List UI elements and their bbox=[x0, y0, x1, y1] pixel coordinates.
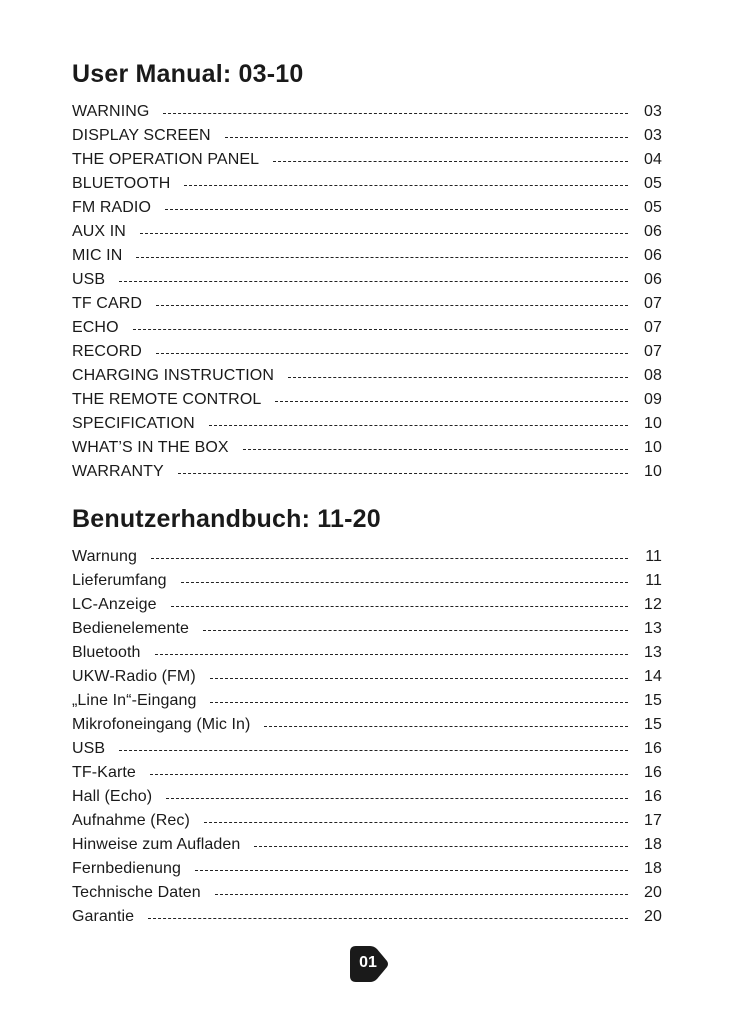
english-toc-entry bbox=[72, 316, 662, 340]
toc-entry-label: MIC IN bbox=[72, 247, 123, 264]
english-toc-entry bbox=[72, 268, 662, 292]
dotted-leader bbox=[148, 918, 628, 919]
dotted-leader bbox=[140, 233, 628, 234]
toc-entry-label: USB bbox=[72, 740, 106, 757]
toc-entry-label: SPECIFICATION bbox=[72, 415, 195, 432]
toc-entry-page: 07 bbox=[644, 343, 662, 360]
dotted-leader bbox=[215, 894, 628, 895]
english-toc-entry bbox=[72, 388, 662, 412]
english-toc-entry bbox=[72, 196, 662, 220]
toc-entry-page: 14 bbox=[644, 668, 662, 685]
toc-entry-page: 20 bbox=[644, 884, 662, 901]
toc-entry-page: 20 bbox=[644, 908, 662, 925]
german-toc bbox=[72, 545, 662, 929]
toc-entry-label: ECHO bbox=[72, 319, 119, 336]
dotted-leader bbox=[165, 209, 628, 210]
toc-entry-label: CHARGING INSTRUCTION bbox=[72, 367, 274, 384]
toc-entry-label: Bluetooth bbox=[72, 644, 141, 661]
dotted-leader bbox=[275, 401, 628, 402]
toc-entry-label: WARNING bbox=[72, 103, 150, 120]
toc-entry-page: 18 bbox=[644, 860, 662, 877]
english-toc-entry bbox=[72, 412, 662, 436]
dotted-leader bbox=[243, 449, 628, 450]
dotted-leader bbox=[166, 798, 628, 799]
dotted-leader bbox=[156, 353, 628, 354]
dotted-leader bbox=[155, 654, 628, 655]
german-toc-entry bbox=[72, 545, 662, 569]
english-toc-entry bbox=[72, 364, 662, 388]
english-toc-entry bbox=[72, 172, 662, 196]
toc-entry-label: AUX IN bbox=[72, 223, 126, 240]
toc-entry-page: 10 bbox=[644, 415, 662, 432]
dotted-leader bbox=[119, 281, 628, 282]
toc-entry-page: 11 bbox=[645, 548, 662, 565]
toc-entry-page: 06 bbox=[644, 223, 662, 240]
german-toc-entry bbox=[72, 785, 662, 809]
dotted-leader bbox=[225, 137, 628, 138]
toc-entry-page: 10 bbox=[644, 463, 662, 480]
dotted-leader bbox=[210, 678, 628, 679]
toc-entry-label: LC-Anzeige bbox=[72, 596, 157, 613]
toc-entry-label: WHAT’S IN THE BOX bbox=[72, 439, 229, 456]
german-toc-entry bbox=[72, 641, 662, 665]
toc-entry-page: 08 bbox=[644, 367, 662, 384]
toc-entry-label: TF CARD bbox=[72, 295, 143, 312]
dotted-leader bbox=[178, 473, 628, 474]
toc-entry-page: 07 bbox=[644, 295, 662, 312]
toc-entry-page: 17 bbox=[644, 812, 662, 829]
toc-entry-page: 05 bbox=[644, 175, 662, 192]
toc-entry-label: BLUETOOTH bbox=[72, 175, 171, 192]
german-toc-entry bbox=[72, 857, 662, 881]
german-toc-entry bbox=[72, 809, 662, 833]
toc-entry-page: 12 bbox=[644, 596, 662, 613]
dotted-leader bbox=[254, 846, 628, 847]
toc-entry-label: „Line In“-Eingang bbox=[72, 692, 197, 709]
toc-entry-page: 09 bbox=[644, 391, 662, 408]
toc-entry-label: FM RADIO bbox=[72, 199, 152, 216]
dotted-leader bbox=[151, 558, 628, 559]
german-toc-entry bbox=[72, 665, 662, 689]
english-toc-entry bbox=[72, 100, 662, 124]
dotted-leader bbox=[288, 377, 628, 378]
english-section-title: User Manual: 03-10 bbox=[72, 60, 304, 88]
german-toc-entry bbox=[72, 881, 662, 905]
toc-entry-page: 07 bbox=[644, 319, 662, 336]
toc-entry-page: 05 bbox=[644, 199, 662, 216]
toc-entry-page: 18 bbox=[644, 836, 662, 853]
toc-entry-page: 03 bbox=[644, 127, 662, 144]
dotted-leader bbox=[133, 329, 628, 330]
toc-entry-label: Mikrofoneingang (Mic In) bbox=[72, 716, 251, 733]
dotted-leader bbox=[184, 185, 628, 186]
toc-entry-label: THE OPERATION PANEL bbox=[72, 151, 260, 168]
toc-entry-label: UKW-Radio (FM) bbox=[72, 668, 196, 685]
english-toc-entry bbox=[72, 436, 662, 460]
german-toc-entry bbox=[72, 737, 662, 761]
dotted-leader bbox=[163, 113, 628, 114]
english-toc-entry bbox=[72, 460, 662, 484]
dotted-leader bbox=[156, 305, 628, 306]
german-toc-entry bbox=[72, 569, 662, 593]
german-section-title: Benutzerhandbuch: 11-20 bbox=[72, 505, 381, 533]
dotted-leader bbox=[209, 425, 628, 426]
dotted-leader bbox=[150, 774, 628, 775]
dotted-leader bbox=[203, 630, 628, 631]
dotted-leader bbox=[171, 606, 628, 607]
english-toc-entry bbox=[72, 148, 662, 172]
page-number: 01 bbox=[359, 954, 377, 971]
page-number-badge bbox=[348, 944, 390, 984]
toc-entry-label: Aufnahme (Rec) bbox=[72, 812, 190, 829]
toc-entry-label: TF-Karte bbox=[72, 764, 136, 781]
german-toc-entry bbox=[72, 833, 662, 857]
toc-entry-page: 06 bbox=[644, 247, 662, 264]
german-toc-entry bbox=[72, 617, 662, 641]
german-toc-entry bbox=[72, 689, 662, 713]
toc-entry-page: 15 bbox=[644, 716, 662, 733]
dotted-leader bbox=[136, 257, 628, 258]
toc-entry-label: WARRANTY bbox=[72, 463, 164, 480]
toc-entry-page: 10 bbox=[644, 439, 662, 456]
english-toc-entry bbox=[72, 340, 662, 364]
dotted-leader bbox=[195, 870, 628, 871]
toc-entry-page: 16 bbox=[644, 740, 662, 757]
english-toc-entry bbox=[72, 124, 662, 148]
toc-entry-label: THE REMOTE CONTROL bbox=[72, 391, 262, 408]
german-toc-entry bbox=[72, 593, 662, 617]
dotted-leader bbox=[210, 702, 628, 703]
dotted-leader bbox=[181, 582, 628, 583]
dotted-leader bbox=[264, 726, 628, 727]
dotted-leader bbox=[273, 161, 628, 162]
toc-entry-page: 16 bbox=[644, 764, 662, 781]
dotted-leader bbox=[119, 750, 628, 751]
english-toc-entry bbox=[72, 220, 662, 244]
toc-entry-label: Lieferumfang bbox=[72, 572, 167, 589]
toc-entry-page: 13 bbox=[644, 644, 662, 661]
toc-entry-page: 16 bbox=[644, 788, 662, 805]
toc-entry-page: 15 bbox=[644, 692, 662, 709]
toc-entry-label: Warnung bbox=[72, 548, 138, 565]
toc-entry-label: USB bbox=[72, 271, 106, 288]
toc-entry-label: Hinweise zum Aufladen bbox=[72, 836, 241, 853]
german-toc-entry bbox=[72, 905, 662, 929]
english-toc bbox=[72, 100, 662, 484]
toc-entry-page: 13 bbox=[644, 620, 662, 637]
toc-entry-label: Garantie bbox=[72, 908, 135, 925]
toc-entry-label: Hall (Echo) bbox=[72, 788, 153, 805]
toc-entry-label: Technische Daten bbox=[72, 884, 201, 901]
german-toc-entry bbox=[72, 713, 662, 737]
english-toc-entry bbox=[72, 292, 662, 316]
toc-entry-label: Fernbedienung bbox=[72, 860, 181, 877]
toc-entry-page: 03 bbox=[644, 103, 662, 120]
english-toc-entry bbox=[72, 244, 662, 268]
toc-entry-page: 04 bbox=[644, 151, 662, 168]
toc-entry-page: 11 bbox=[645, 572, 662, 589]
toc-entry-label: RECORD bbox=[72, 343, 142, 360]
german-toc-entry bbox=[72, 761, 662, 785]
toc-entry-label: Bedienelemente bbox=[72, 620, 190, 637]
toc-entry-label: DISPLAY SCREEN bbox=[72, 127, 211, 144]
dotted-leader bbox=[204, 822, 628, 823]
toc-entry-page: 06 bbox=[644, 271, 662, 288]
